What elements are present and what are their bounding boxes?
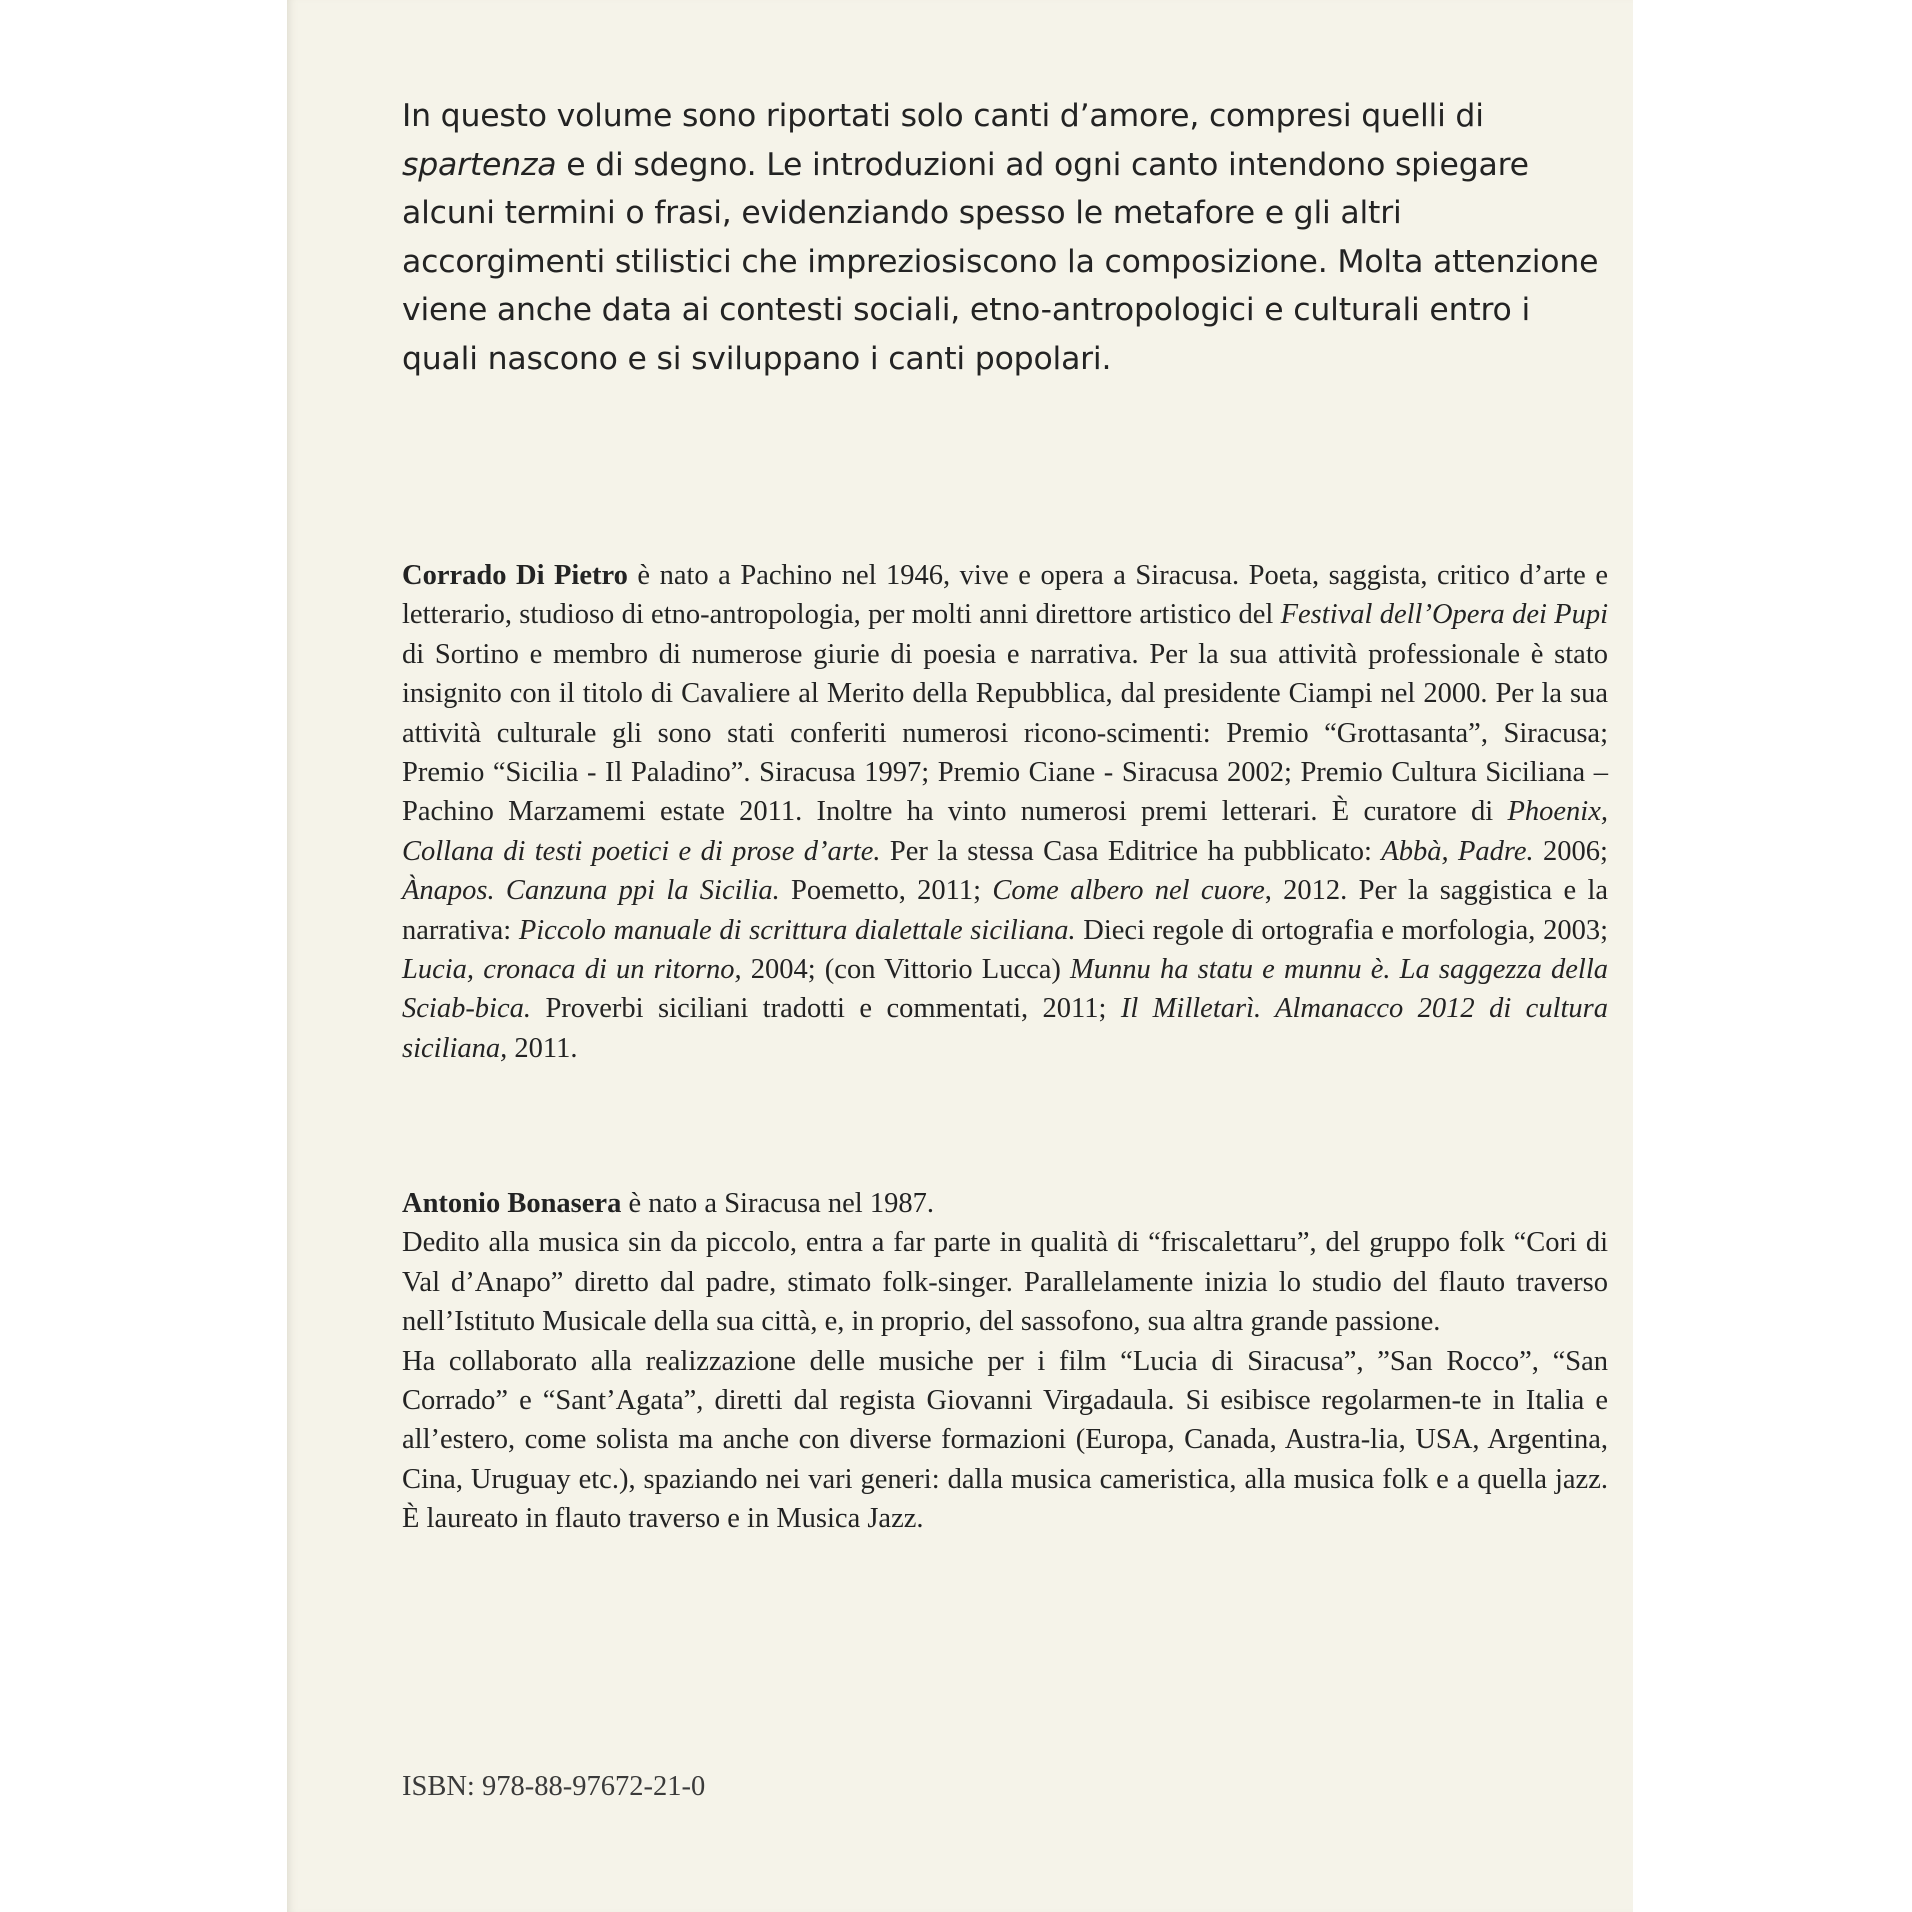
bio-paragraph: Dedito alla musica sin da piccolo, entra a far parte in qualità di “friscalettaru”, del gruppo folk “Cori di Val d’Anapo” diretto dal padre, stimato folk-singer. Parallelamente inizia lo studio del flauto traverso nell’Istituto Musicale della sua città, e, in proprio, del sassofono, sua altra grande passione. <box>402 1227 1608 1338</box>
bio-italic: Lucia, cronaca di un ritorno, <box>402 954 742 986</box>
bio-text: 2011. <box>507 1032 578 1064</box>
bio-italic: Piccolo manuale di scrittura dialettale siciliana. <box>518 914 1076 946</box>
bio-text: è nato a Pachino nel 1946, vive e opera a Siracusa. Poeta, saggista, critico d’arte e letterario, studioso di etno-antropologia, per molti anni direttore artistico del <box>402 560 1608 631</box>
bio-italic: Come albero nel cuore <box>992 875 1265 907</box>
bio-italic: Ànapos. Canzuna ppi la Sicilia. <box>402 875 780 907</box>
bio-italic: Festival dell’Opera dei Pupi <box>1280 599 1609 631</box>
author-bio-di-pietro <box>402 556 1608 1068</box>
author-bio-bonasera <box>402 1184 1608 1539</box>
bio-text: di Sortino e membro di numerose giurie di poesia e narrativa. Per la sua attività professionale è stato insignito con il titolo di Cavaliere al Merito della Repubblica, dal presidente Ciampi nel 2000. Per la sua attività culturale gli sono stati conferiti numerosi ricono-scimenti: Premio “Grottasanta”, Siracusa; Premio “Sicilia - Il Paladino”. Siracusa 1997; Premio Ciane - Siracusa 2002; Premio Cultura Siciliana – Pachino Marzamemi estate 2011. Inoltre ha vinto numerosi premi letterari. È curatore di <box>402 638 1608 828</box>
author-name: Antonio Bonasera <box>402 1188 622 1219</box>
bio-italic: Phoenix, Collana di testi poetici e di prose d’arte. <box>402 796 1608 867</box>
bio-italic: Munnu ha statu e munnu è. La saggezza della Sciab-bica. <box>402 954 1608 1025</box>
blurb-text: e di sdegno. Le introduzioni ad ogni canto intendono spiegare alcuni termini o frasi, evidenziando spesso le metafore e gli altri accorgimenti stilistici che impreziosiscono la composizione. Molta attenzione viene anche data ai contesti sociali, etno-antropologici e culturali entro i quali nascono e si sviluppano i canti popolari. <box>402 146 1599 377</box>
bio-text: Dieci regole di ortografia e morfologia, 2003; <box>1075 914 1608 946</box>
bio-text: Per la stessa Casa Editrice ha pubblicato: <box>880 835 1382 867</box>
author-name: Corrado Di Pietro <box>402 560 628 591</box>
bio-italic: Il Milletarì. Almanacco 2012 di cultura siciliana, <box>402 993 1608 1064</box>
bio-text: Poemetto, 2011; <box>779 875 993 907</box>
bio-text: , 2012. Per la saggistica e la narrativa: <box>402 875 1609 946</box>
bio-text: 2004; (con Vittorio Lucca) <box>741 954 1071 986</box>
bio-text: 2006; <box>1533 835 1608 867</box>
bio-text: Proverbi siciliani tradotti e commentati, 2011; <box>531 993 1121 1025</box>
bio-italic: Abbà, Padre. <box>1381 835 1534 867</box>
book-back-cover <box>287 0 1633 1912</box>
bio-text: è nato a Siracusa nel 1987. <box>621 1188 934 1219</box>
blurb-italic-term: spartenza <box>402 146 557 183</box>
blurb-text: In questo volume sono riportati solo canti d’amore, compresi quelli di <box>402 98 1484 134</box>
book-blurb <box>402 92 1608 383</box>
isbn-label: ISBN: 978-88-97672-21-0 <box>402 1771 706 1802</box>
bio-paragraph: Ha collaborato alla realizzazione delle musiche per i film “Lucia di Siracusa”, ”San Rocco”, “San Corrado” e “Sant’Agata”, diretti dal regista Giovanni Virgadaula. Si esibisce regolarmen-te in Italia e all’estero, come solista ma anche con diverse formazioni (Europa, Canada, Austra-lia, USA, Argentina, Cina, Uruguay etc.), spaziando nei vari generi: dalla musica cameristica, alla musica folk e a quella jazz. È laureato in flauto traverso e in Musica Jazz. <box>402 1345 1608 1535</box>
bio-paragraph <box>402 1184 1608 1223</box>
